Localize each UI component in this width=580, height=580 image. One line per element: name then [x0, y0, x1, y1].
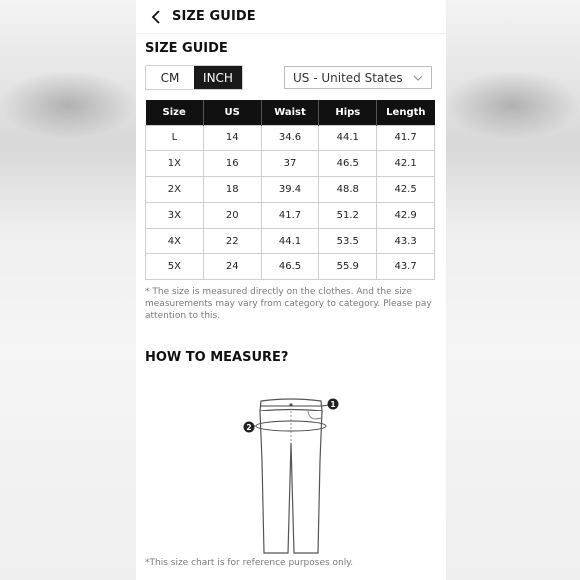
- unit-cm-button[interactable]: CM: [160, 70, 180, 85]
- size-guide-heading: SIZE GUIDE: [145, 41, 228, 56]
- unit-toggle: [145, 65, 243, 90]
- header-us: US: [203, 100, 261, 125]
- cell-hips: 53.5: [319, 228, 377, 254]
- cell-us: 22: [203, 228, 261, 254]
- cell-waist: 44.1: [261, 228, 319, 254]
- cell-length: 41.7: [377, 125, 435, 151]
- top-bar: [136, 0, 446, 34]
- table-row: [146, 228, 435, 254]
- cell-length: 42.1: [377, 151, 435, 177]
- cell-size: 2X: [146, 177, 204, 203]
- header-hips: Hips: [319, 100, 377, 125]
- region-select[interactable]: [284, 66, 432, 89]
- measurement-note: * The size is measured directly on the clothes. And the size measurements may vary from category to category. Please pay attention to this.: [145, 287, 432, 322]
- cell-size: 4X: [146, 228, 204, 254]
- controls-row: [136, 65, 446, 90]
- cell-hips: 55.9: [319, 254, 377, 280]
- background-blur-left: [0, 0, 136, 580]
- cell-us: 18: [203, 177, 261, 203]
- cell-size: L: [146, 125, 204, 151]
- marker-2-label: 2: [246, 423, 252, 433]
- cell-us: 14: [203, 125, 261, 151]
- page-title: SIZE GUIDE: [172, 9, 256, 24]
- cell-length: 43.3: [377, 228, 435, 254]
- cell-waist: 37: [261, 151, 319, 177]
- measure-diagram: [136, 373, 446, 558]
- table-header-row: [146, 100, 435, 125]
- unit-inch-button[interactable]: INCH: [194, 66, 242, 89]
- cell-length: 42.5: [377, 177, 435, 203]
- size-guide-screen: [136, 0, 446, 580]
- header-waist: Waist: [261, 100, 319, 125]
- cell-hips: 48.8: [319, 177, 377, 203]
- cell-waist: 39.4: [261, 177, 319, 203]
- region-select-value: US - United States: [293, 70, 403, 85]
- cell-size: 3X: [146, 202, 204, 228]
- cell-us: 20: [203, 202, 261, 228]
- cell-hips: 51.2: [319, 202, 377, 228]
- cell-hips: 46.5: [319, 151, 377, 177]
- cell-us: 16: [203, 151, 261, 177]
- background-blur-right: [444, 0, 580, 580]
- header-length: Length: [377, 100, 435, 125]
- pants-illustration: [136, 373, 446, 558]
- cell-size: 5X: [146, 254, 204, 280]
- back-arrow-icon[interactable]: [148, 9, 164, 25]
- table-row: [146, 177, 435, 203]
- cell-size: 1X: [146, 151, 204, 177]
- chevron-down-icon: [413, 73, 423, 83]
- cell-length: 43.7: [377, 254, 435, 280]
- table-row: [146, 151, 435, 177]
- table-row: [146, 202, 435, 228]
- table-row: [146, 254, 435, 280]
- cell-length: 42.9: [377, 202, 435, 228]
- cell-waist: 41.7: [261, 202, 319, 228]
- header-size: Size: [146, 100, 204, 125]
- cell-waist: 34.6: [261, 125, 319, 151]
- cell-waist: 46.5: [261, 254, 319, 280]
- reference-footnote: *This size chart is for reference purposes only.: [145, 558, 354, 568]
- size-table: [145, 100, 435, 280]
- how-to-measure-heading: HOW TO MEASURE?: [145, 350, 289, 366]
- cell-us: 24: [203, 254, 261, 280]
- cell-hips: 44.1: [319, 125, 377, 151]
- table-row: [146, 125, 435, 151]
- marker-1-label: 1: [330, 400, 336, 410]
